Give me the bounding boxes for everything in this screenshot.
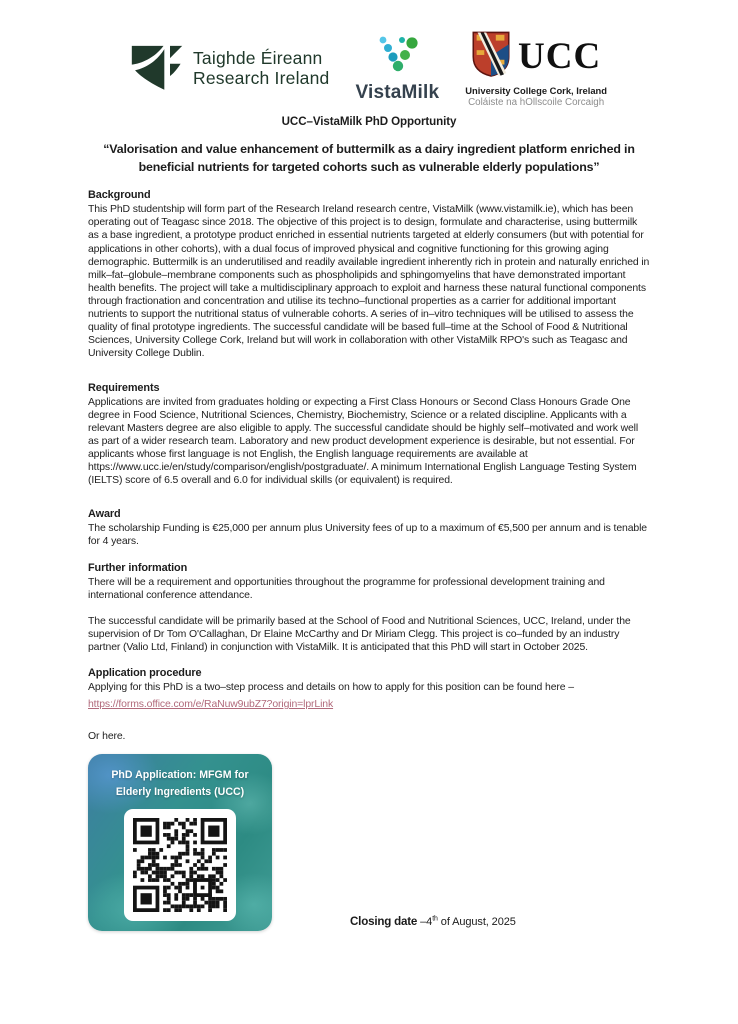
vistamilk-logo <box>355 34 439 104</box>
closing-date-ordinal: th <box>432 915 438 923</box>
ucc-name-irish: Coláiste na hOllscoile Corcaigh <box>468 96 605 108</box>
logo-row <box>88 30 650 108</box>
qr-card-title: PhD Application: MFGM for Elderly Ingredients (UCC) <box>111 769 249 798</box>
research-ireland-mark-icon <box>131 41 183 98</box>
further-information-paragraph-2: The successful candidate will be primarily based at the School of Food and Nutritional Sciences, UCC, Ireland, under the supervision of Dr Tom O'Callaghan, Dr Elaine McCarthy and Dr Miriam Clegg. This project is co–funded by an industry partner (Valio Ltd, Finland) in conjunction with VistaMilk. It is anticipated that this PhD will start in October 2025. <box>88 615 631 653</box>
ucc-name-english: University College Cork, Ireland <box>465 84 607 96</box>
background-paragraph: This PhD studentship will form part of the Research Ireland research centre, VistaMilk (www.vistamilk.ie), which has been operating out of Teagasc since 2018. The objective of this project is to design, formulate and characterise, using buttermilk as a base ingredient, a prototype product enriched in essential nutrients targeted at elderly consumers (but with potential for applications in other cohorts), with a dual focus of improved physical and cognitive functioning for this growing aging demographic. Buttermilk is an underutilised and readily available ingredient inherently rich in protein and naturally enriched in milk–fat–globule–membrane components such as phospholipids and sphingomyelins that have demonstrated important health benefits. The project will take a multidisciplinary approach to exploit and harness these natural functional components through fractionation and concentration and utilise its techno–functional properties as a carrier for additional important nutrients to support the nutritional status of vulnerable cohorts. A series of in–vitro techniques will be utilised to assess the quality of final prototype ingredients. The successful candidate will be based full–time at the School of Food & Nutritional Sciences, University College Cork, Ireland but will work in collaboration with other VistaMilk RPO's such as Teagasc and University College Dublin. <box>88 204 650 360</box>
research-ireland-line1: Taighde Éireann <box>192 48 323 69</box>
ucc-crest-icon <box>471 31 511 82</box>
qr-card <box>88 754 272 931</box>
qr-code <box>124 809 236 921</box>
award-paragraph: The scholarship Funding is €25,000 per annum plus University fees of up to a maximum of €5,500 per annum and is tenable for 4 years. <box>88 523 647 548</box>
project-title: “Valorisation and value enhancement of buttermilk as a dairy ingredient platform enriched in beneficial nutrients for targeted cohorts such as vulnerable elderly populations” <box>103 142 635 174</box>
section-heading-further-information: Further information <box>88 561 188 574</box>
ucc-logo <box>465 31 607 108</box>
application-procedure-paragraph: Applying for this PhD is a two–step process and details on how to apply for this position can be found here – <box>88 682 574 694</box>
further-information-paragraph-1: There will be a requirement and opportunities throughout the programme for professional development training and international conference attendance. <box>88 576 605 601</box>
vistamilk-dots-icon <box>373 34 421 81</box>
closing-date <box>350 915 516 931</box>
application-form-link[interactable]: https://forms.office.com/e/RaNuw9ubZ7?origin=lprLink <box>88 699 334 711</box>
closing-date-rest: of August, 2025 <box>437 916 516 929</box>
research-ireland-wordmark <box>193 49 329 88</box>
document-subtitle: UCC–VistaMilk PhD Opportunity <box>281 115 457 128</box>
bottom-row <box>88 754 650 931</box>
requirements-paragraph: Applications are invited from graduates holding or expecting a First Class Honours or Second Class Honours Grade One degree in Food Science, Nutritional Sciences, Chemistry, Biochemistry, Science or a related discipline. Applicants with a relevant Masters degree are also eligible to apply. The successful candidate should be highly self–motivated and work well as part of a wider research team. Laboratory and new product development experience is desirable, but not essential. For applicants whose first language is not English, the English language requirements are available at https://www.ucc.ie/en/study/comparison/english/postgraduate/. A minimum International English Language Testing System (IELTS) score of 6.5 overall and 6.0 for individual skills (or equivalent) is required. <box>88 396 639 487</box>
research-ireland-logo <box>131 41 329 98</box>
section-heading-background: Background <box>88 189 151 202</box>
section-heading-award: Award <box>88 508 121 521</box>
or-here-text: Or here. <box>88 731 126 743</box>
closing-date-separator: – <box>420 916 427 929</box>
closing-date-label: Closing date <box>350 915 418 929</box>
section-heading-requirements: Requirements <box>88 381 160 394</box>
closing-date-day: 4 <box>426 916 433 929</box>
research-ireland-line2: Research Ireland <box>192 68 330 88</box>
ucc-abbr: UCC <box>518 35 602 77</box>
section-heading-application-procedure: Application procedure <box>88 667 202 680</box>
vistamilk-wordmark: VistaMilk <box>355 82 440 103</box>
